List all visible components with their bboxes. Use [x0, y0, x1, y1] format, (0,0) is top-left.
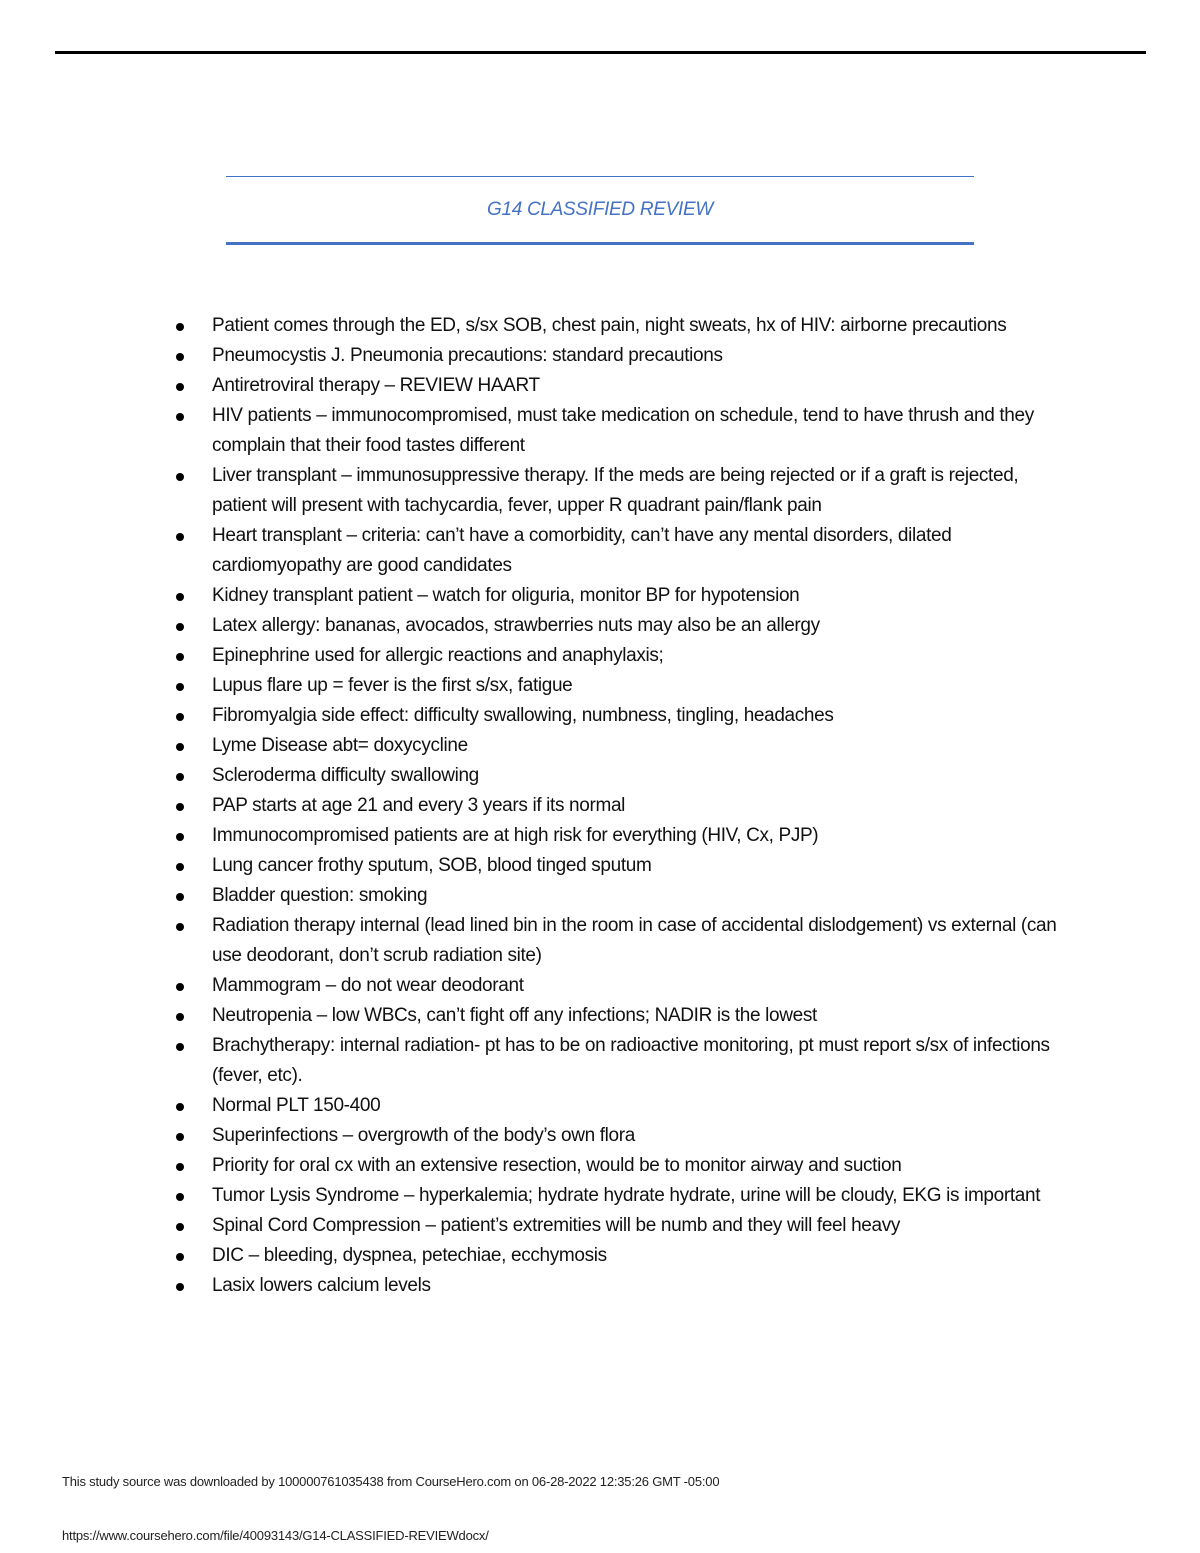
list-item: Lyme Disease abt= doxycycline [170, 731, 1070, 761]
document-title: G14 CLASSIFIED REVIEW [487, 199, 713, 220]
list-item: Liver transplant – immunosuppressive therapy. If the meds are being rejected or if a graft is rejected, patient will present with tachycardia, fever, upper R quadrant pain/flank pain [170, 461, 1070, 521]
title-block [226, 176, 974, 246]
list-item: Bladder question: smoking [170, 881, 1070, 911]
list-item: Neutropenia – low WBCs, can’t fight off any infections; NADIR is the lowest [170, 1001, 1070, 1031]
title-rule-bottom [226, 242, 974, 245]
list-item: Normal PLT 150-400 [170, 1091, 1070, 1121]
list-item: Latex allergy: bananas, avocados, strawberries nuts may also be an allergy [170, 611, 1070, 641]
list-item: Mammogram – do not wear deodorant [170, 971, 1070, 1001]
list-item: Lupus flare up = fever is the first s/sx, fatigue [170, 671, 1070, 701]
list-item: HIV patients – immunocompromised, must take medication on schedule, tend to have thrush and they complain that their food tastes different [170, 401, 1070, 461]
list-item: Superinfections – overgrowth of the body’s own flora [170, 1121, 1070, 1151]
list-item: Patient comes through the ED, s/sx SOB, chest pain, night sweats, hx of HIV: airborne precautions [170, 311, 1070, 341]
list-item: Pneumocystis J. Pneumonia precautions: standard precautions [170, 341, 1070, 371]
review-bullet-list [170, 311, 1070, 1301]
list-item: Antiretroviral therapy – REVIEW HAART [170, 371, 1070, 401]
list-item: Lasix lowers calcium levels [170, 1271, 1070, 1301]
list-item: DIC – bleeding, dyspnea, petechiae, ecchymosis [170, 1241, 1070, 1271]
list-item: Brachytherapy: internal radiation- pt has to be on radioactive monitoring, pt must report s/sx of infections (fever, etc). [170, 1031, 1070, 1091]
list-item: Immunocompromised patients are at high risk for everything (HIV, Cx, PJP) [170, 821, 1070, 851]
download-source-note: This study source was downloaded by 100000761035438 from CourseHero.com on 06-28-2022 12:35:26 GMT -05:00 [62, 1474, 720, 1489]
list-item: PAP starts at age 21 and every 3 years if its normal [170, 791, 1070, 821]
list-item: Kidney transplant patient – watch for oliguria, monitor BP for hypotension [170, 581, 1070, 611]
list-item: Scleroderma difficulty swallowing [170, 761, 1070, 791]
list-item: Epinephrine used for allergic reactions and anaphylaxis; [170, 641, 1070, 671]
list-item: Lung cancer frothy sputum, SOB, blood tinged sputum [170, 851, 1070, 881]
list-item: Heart transplant – criteria: can’t have a comorbidity, can’t have any mental disorders, dilated cardiomyopathy are good candidates [170, 521, 1070, 581]
list-item: Priority for oral cx with an extensive resection, would be to monitor airway and suction [170, 1151, 1070, 1181]
page-top-rule [55, 51, 1146, 54]
list-item: Radiation therapy internal (lead lined bin in the room in case of accidental dislodgement) vs external (can use deodorant, don’t scrub radiation site) [170, 911, 1070, 971]
list-item: Fibromyalgia side effect: difficulty swallowing, numbness, tingling, headaches [170, 701, 1070, 731]
list-item: Tumor Lysis Syndrome – hyperkalemia; hydrate hydrate hydrate, urine will be cloudy, EKG is important [170, 1181, 1070, 1211]
source-url[interactable]: https://www.coursehero.com/file/40093143/G14-CLASSIFIED-REVIEWdocx/ [62, 1528, 489, 1543]
list-item: Spinal Cord Compression – patient’s extremities will be numb and they will feel heavy [170, 1211, 1070, 1241]
title-rule-top [226, 176, 974, 177]
